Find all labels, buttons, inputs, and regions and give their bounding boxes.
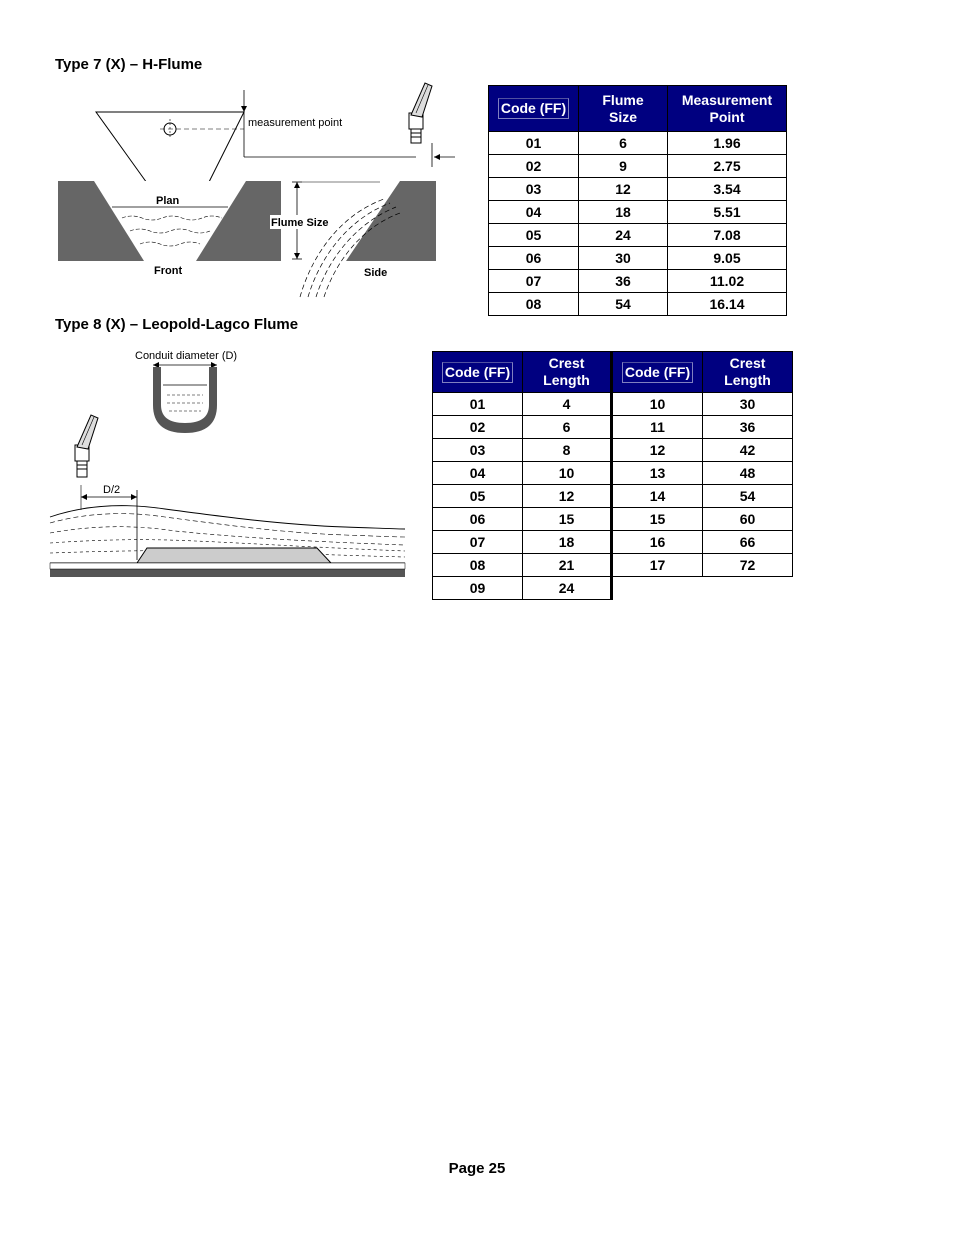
half-diameter-label: D/2: [103, 484, 121, 496]
plan-label: Plan: [156, 195, 180, 207]
sensor-icon: [409, 83, 432, 143]
table-row: 01 4 10 30: [433, 393, 793, 416]
measurement-point-label: measurement point: [248, 117, 343, 129]
h-flume-heading: Type 7 (X) – H-Flume: [55, 56, 203, 73]
table-row: 03 8 12 42: [433, 439, 793, 462]
table-row: 01 6 1.96: [489, 132, 787, 155]
h-header-code: Code (FF): [489, 86, 579, 132]
h-header-flume-size: Flume Size: [579, 86, 668, 132]
leopold-lagco-diagram: [45, 345, 410, 580]
side-label: Side: [364, 267, 388, 279]
table-row: 07 36 11.02: [489, 270, 787, 293]
leopold-lagco-table: [432, 351, 793, 600]
table-row: 02 6 11 36: [433, 416, 793, 439]
page-number: Page 25: [448, 1160, 506, 1177]
h-flume-diagram: [50, 75, 460, 305]
table-row: 04 18 5.51: [489, 201, 787, 224]
conduit-diameter-label: Conduit diameter (D): [135, 350, 238, 362]
table-row: 08 21 17 72: [433, 554, 793, 577]
front-label: Front: [154, 265, 183, 277]
h-header-measurement-point: Measurement Point: [668, 86, 787, 132]
leopold-lagco-heading: Type 8 (X) – Leopold-Lagco Flume: [55, 316, 299, 333]
table-row: 09 24: [433, 577, 793, 600]
sensor-icon: [75, 415, 98, 477]
table-row: 05 24 7.08: [489, 224, 787, 247]
lp-header-code-1: Code (FF): [433, 352, 523, 393]
table-row: 06 30 9.05: [489, 247, 787, 270]
table-row: 08 54 16.14: [489, 293, 787, 316]
table-row: 07 18 16 66: [433, 531, 793, 554]
h-flume-table: [488, 85, 787, 316]
flume-size-label: Flume Size: [271, 217, 329, 229]
table-row: 03 12 3.54: [489, 178, 787, 201]
lp-header-crest-length-2: Crest Length: [703, 352, 793, 393]
lp-header-code-2: Code (FF): [612, 352, 703, 393]
table-row: 05 12 14 54: [433, 485, 793, 508]
lp-header-crest-length-1: Crest Length: [523, 352, 612, 393]
table-row: 06 15 15 60: [433, 508, 793, 531]
table-row: 02 9 2.75: [489, 155, 787, 178]
table-row: 04 10 13 48: [433, 462, 793, 485]
